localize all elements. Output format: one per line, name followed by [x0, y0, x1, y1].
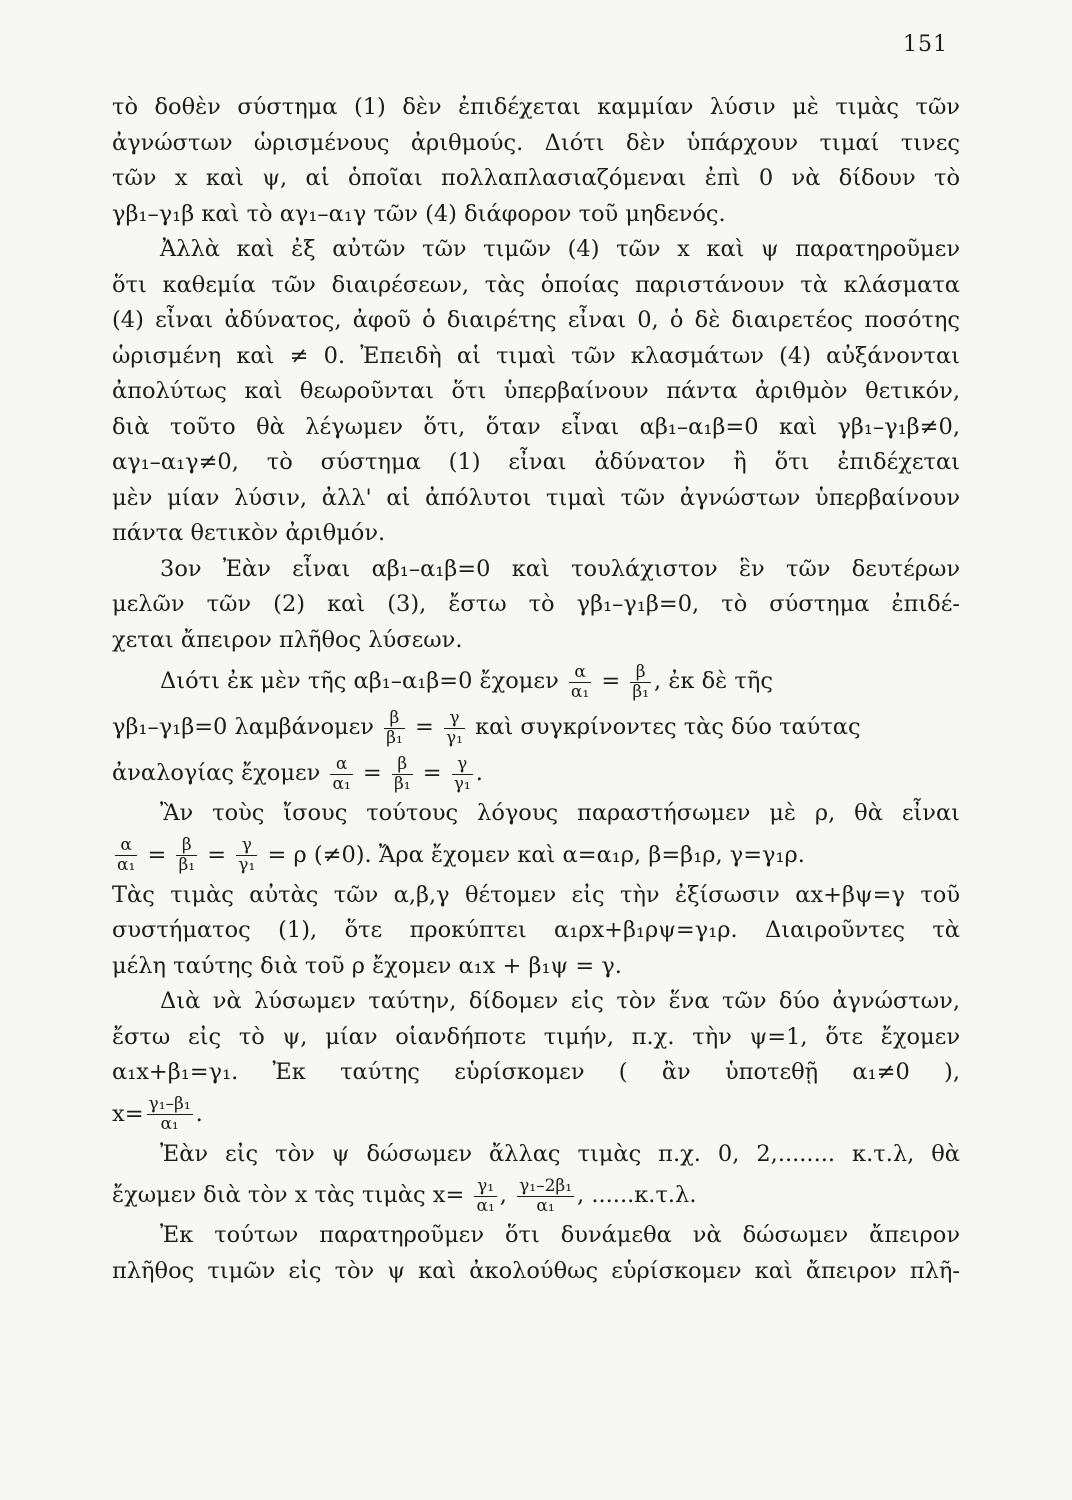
fraction: $\frac{\text{γ₁–β₁}}{\text{α₁}}$ [148, 1094, 191, 1134]
math-line-2: γβ₁–γ₁β=0 λαμβάνομεν $\frac{\beta}{\text{β₁}}$ = $\frac{\gamma}{\text{γ₁}}$ καὶ συγκρίνοντες τὰς δύο ταύτας [112, 707, 861, 748]
text-line: (4) εἶναι ἀδύνατος, ἀφοῦ ὁ διαιρέτης εἶναι 0, ὁ δὲ διαιρετέος ποσότης [112, 307, 960, 333]
fraction: $\frac{\alpha}{\text{α₁}}$ [332, 753, 351, 794]
math-line-1: Διότι ἐκ μὲν τῆς αβ₁–α₁β=0 ἔχομεν $\frac{\alpha}{\text{α₁}}$ = $\frac{\beta}{\text{β₁}}$ , ἐκ δὲ τῆς [160, 661, 773, 702]
fraction: $\frac{\text{γ₁}}{\text{α₁}}$ [476, 1175, 495, 1216]
text-line: μέλη ταύτης διὰ τοῦ ρ ἔχομεν α₁x + β₁ψ = γ. [112, 952, 622, 979]
fraction: $\frac{\beta}{\text{β₁}}$ [386, 707, 403, 748]
fraction: $\frac{\alpha}{\text{α₁}}$ [117, 835, 136, 875]
text-line: ἀπολύτως καὶ θεωροῦνται ὅτι ὑπερβαίνουν πάντα ἀριθμὸν θετικόν, [112, 378, 960, 404]
text-line: χεται ἄπειρον πλῆθος λύσεων. [112, 626, 463, 653]
text-line: Ἐκ τούτων παρατηροῦμεν ὅτι δυνάμεθα νὰ δώσωμεν ἄπειρον [160, 1222, 960, 1248]
text-line: τὸ δοθὲν σύστημα (1) δὲν ἐπιδέχεται καμμίαν λύσιν μὲ τιμὰς τῶν [112, 94, 960, 120]
fraction: $\frac{\alpha}{\text{α₁}}$ [570, 661, 590, 702]
text-line: μελῶν τῶν (2) καὶ (3), ἔστω τὸ γβ₁–γ₁β=0, τὸ σύστημα ἐπιδέ- [112, 591, 960, 617]
text-line: Ἐὰν εἰς τὸν ψ δώσωμεν ἄλλας τιμὰς π.χ. 0, 2,........ κ.τ.λ, θὰ [160, 1140, 960, 1167]
body-text [112, 90, 960, 1289]
fraction: $\frac{\beta}{\text{β₁}}$ [632, 661, 650, 702]
text-line: ὅτι καθεμία τῶν διαιρέσεων, τὰς ὁποίας παριστάνουν τὰ κλάσματα [112, 271, 960, 298]
fraction: $\frac{\gamma}{\text{γ₁}}$ [453, 753, 471, 794]
math-line-4: $\frac{\alpha}{\text{α₁}}$ = $\frac{\beta}{\text{β₁}}$ = $\frac{\gamma}{\text{γ₁}}$ = ρ (≠0). Ἄρα ἔχομεν καὶ α=α₁ρ, β=β₁ρ, γ=γ₁ρ. [117, 835, 805, 875]
text-line: Διὰ νὰ λύσωμεν ταύτην, δίδομεν εἰς τὸν ἕνα τῶν δύο ἀγνώστων, [160, 988, 960, 1014]
text-line: α₁x+β₁=γ₁. Ἐκ ταύτης εὑρίσκομεν ( ἂν ὑποτεθῇ α₁≠0 ), [112, 1059, 960, 1085]
text-line: γβ₁–γ₁β καὶ τὸ αγ₁–α₁γ τῶν (4) διάφορον τοῦ μηδενός. [112, 200, 726, 227]
math-line-5: x= $\frac{\text{γ₁–β₁}}{\text{α₁}}$ . [112, 1094, 203, 1134]
fraction: $\frac{\gamma}{\text{γ₁}}$ [238, 835, 256, 875]
text-line: αγ₁–α₁γ≠0, τὸ σύστημα (1) εἶναι ἀδύνατον ἢ ὅτι ἐπιδέχεται [112, 449, 960, 475]
text-line: ἔστω εἰς τὸ ψ, μίαν οἱανδήποτε τιμήν, π.χ. τὴν ψ=1, ὅτε ἔχομεν [112, 1023, 960, 1050]
text-line: ἀγνώστων ὡρισμένους ἀριθμούς. Διότι δὲν ὑπάρχουν τιμαί τινες [112, 129, 960, 156]
text-line: Τὰς τιμὰς αὐτὰς τῶν α,β,γ θέτομεν εἰς τὴν ἐξίσωσιν αx+βψ=γ τοῦ [112, 881, 960, 908]
fraction: $\frac{\beta}{\text{β₁}}$ [393, 753, 411, 794]
text-line: πάντα θετικὸν ἀριθμόν. [112, 520, 386, 546]
text-line: Ἂν τοὺς ἴσους τούτους λόγους παραστήσωμεν μὲ ρ, θὰ εἶναι [160, 800, 960, 826]
text-line: τῶν x καὶ ψ, αἱ ὁποῖαι πολλαπλασιαζόμεναι ἐπὶ 0 νὰ δίδουν τὸ [112, 165, 960, 191]
page-number: 151 [903, 32, 948, 57]
text-line: διὰ τοῦτο θὰ λέγωμεν ὅτι, ὅταν εἶναι αβ₁–α₁β=0 καὶ γβ₁–γ₁β≠0, [112, 413, 960, 440]
text-line: μὲν μίαν λύσιν, ἀλλ' αἱ ἀπόλυτοι τιμαὶ τῶν ἀγνώστων ὑπερβαίνουν [112, 484, 960, 511]
text-line: πλῆθος τιμῶν εἰς τὸν ψ καὶ ἀκολούθως εὑρίσκομεν καὶ ἄπειρον πλῆ- [112, 1257, 960, 1284]
text-line: ὡρισμένη καὶ ≠ 0. Ἐπειδὴ αἱ τιμαὶ τῶν κλασμάτων (4) αὐξάνονται [112, 342, 960, 369]
math-line-6: ἔχωμεν διὰ τὸν x τὰς τιμὰς x= $\frac{\text{γ₁}}{\text{α₁}}$ , $\frac{\text{γ₁–2β₁}}{\text{α₁}}$ , ......κ.τ.λ. [112, 1175, 697, 1216]
math-line-3: ἀναλογίας ἔχομεν $\frac{\alpha}{\text{α₁}}$ = $\frac{\beta}{\text{β₁}}$ = $\frac{\gamma}{\text{γ₁}}$ . [112, 753, 483, 794]
text-line: συστήματος (1), ὅτε προκύπτει α₁ρx+β₁ρψ=γ₁ρ. Διαιροῦντες τὰ [112, 917, 960, 943]
fraction: $\frac{\gamma}{\text{γ₁}}$ [445, 707, 463, 748]
text-line: Ἀλλὰ καὶ ἐξ αὐτῶν τῶν τιμῶν (4) τῶν x καὶ ψ παρατηροῦμεν [160, 236, 960, 262]
fraction: $\frac{\beta}{\text{β₁}}$ [178, 835, 196, 875]
fraction: $\frac{\text{γ₁–2β₁}}{\text{α₁}}$ [519, 1175, 573, 1216]
text-line: 3ον Ἐὰν εἶναι αβ₁–α₁β=0 καὶ τουλάχιστον ἓν τῶν δευτέρων [160, 555, 960, 582]
